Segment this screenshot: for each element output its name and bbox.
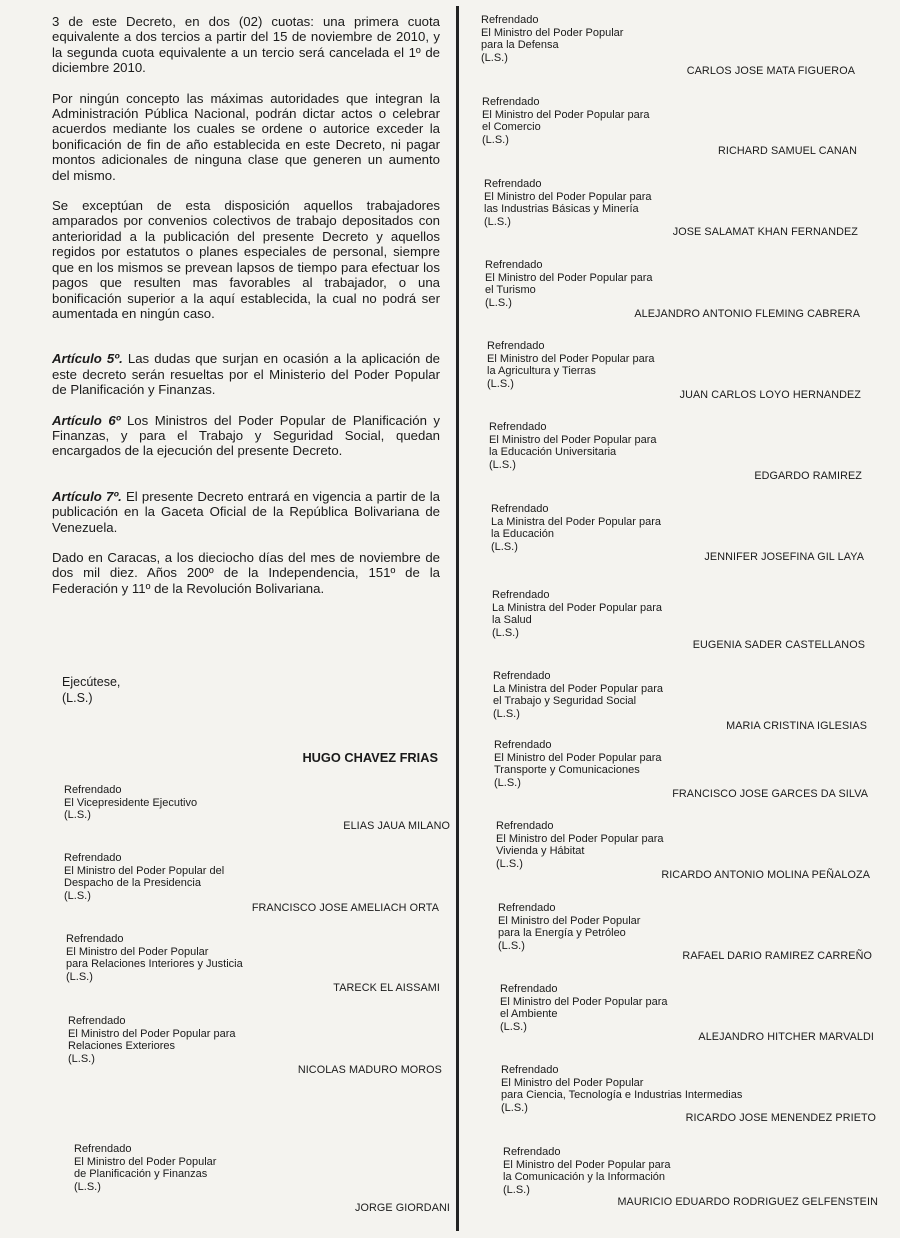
referendum-block: Refrendado La Ministra del Poder Popular para la Educación (L.S.) [491,503,661,553]
signatory-name: EDGARDO RAMIREZ [754,470,862,482]
column-divider [456,6,459,1231]
referendum-block: Refrendado El Ministro del Poder Popular para la Agricultura y Tierras (L.S.) [487,340,655,390]
signatory-name: JENNIFER JOSEFINA GIL LAYA [704,551,864,563]
signatory-name: ALEJANDRO ANTONIO FLEMING CABRERA [634,308,860,320]
signatory-name: MARIA CRISTINA IGLESIAS [726,720,867,732]
referendum-block: Refrendado El Vicepresidente Ejecutivo (L.S.) [64,784,198,822]
referendum-block: Refrendado El Ministro del Poder Popular para el Turismo (L.S.) [485,259,653,309]
signatory-name: JOSE SALAMAT KHAN FERNANDEZ [672,226,858,238]
seal: (L.S.) [62,691,93,705]
paragraph: Se exceptúan de esta disposición aquellos trabajadores amparados por convenios colectivos de trabajo depositados con anterioridad a la publicación del presente Decreto y aquellos regidos por estatutos o planes especiales de personal, siempre que en los mismos se prevean lapsos de tiempo para efectuar los pagos que resulten mas favorables al trabajador, o una bonificación superior a la aquí establecida, la cual no podrá ser aumentada en ningún caso. [52,198,440,321]
article-5: Artículo 5º. Las dudas que surjan en ocasión a la aplicación de este decreto serán resueltas por el Ministerio del Poder Popular de Planificación y Finanzas. [52,351,440,398]
referendum-block: Refrendado El Ministro del Poder Popular para Relaciones Exteriores (L.S.) [68,1015,236,1065]
signatory-name: MAURICIO EDUARDO RODRIGUEZ GELFENSTEIN [617,1196,878,1208]
signatory-name: FRANCISCO JOSE AMELIACH ORTA [251,902,439,914]
paragraph: Por ningún concepto las máximas autoridades que integran la Administración Pública Nacional, podrán dictar actos o celebrar acuerdos mediante los cuales se ordene o autorice exceder la bonificación de fin de año establecida en este Decreto, ni pagar montos adicionales de ninguna clase que generen un aumento del mismo. [52,90,440,183]
referendum-block: Refrendado El Ministro del Poder Popular para el Comercio (L.S.) [482,96,650,146]
signatory-name: RICARDO JOSE MENENDEZ PRIETO [685,1112,876,1124]
signatory-name: NICOLAS MADURO MOROS [297,1064,442,1076]
referendum-block: Refrendado El Ministro del Poder Popular para Relaciones Interiores y Justicia (L.S.) [66,933,243,983]
signatory-name: TARECK EL AISSAMI [333,982,440,994]
referendum-block: Refrendado El Ministro del Poder Popular para las Industrias Básicas y Minería (L.S.) [484,178,652,228]
referendum-block: Refrendado El Ministro del Poder Popular para el Ambiente (L.S.) [500,983,668,1033]
signatory-name: RICHARD SAMUEL CANAN [718,145,857,157]
signatory-name: ALEJANDRO HITCHER MARVALDI [698,1031,874,1043]
left-column [52,14,440,611]
execute-block [62,674,120,706]
article-7: Artículo 7º. El presente Decreto entrará en vigencia a partir de la publicación en la Gaceta Oficial de la República Bolivariana de Venezuela. [52,488,440,535]
referendum-block: Refrendado El Ministro del Poder Popular para Vivienda y Hábitat (L.S.) [496,820,664,870]
referendum-block: Refrendado El Ministro del Poder Popular para la Defensa (L.S.) [481,14,624,64]
referendum-block: Refrendado El Ministro del Poder Popular de Planificación y Finanzas (L.S.) [74,1143,217,1193]
article-6: Artículo 6º Los Ministros del Poder Popular de Planificación y Finanzas, y para el Trabajo y Seguridad Social, quedan encargados de la ejecución del presente Decreto. [52,412,440,459]
signatory-name: ELIAS JAUA MILANO [343,820,450,832]
referendum-block: Refrendado El Ministro del Poder Popular para la Comunicación y la Información (L.S.) [503,1146,671,1196]
signatory-name: JUAN CARLOS LOYO HERNANDEZ [679,389,861,401]
referendum-block: Refrendado La Ministra del Poder Popular para la Salud (L.S.) [492,589,662,639]
dated-paragraph: Dado en Caracas, a los dieciocho días del mes de noviembre de dos mil diez. Años 200º de la Independencia, 151º de la Federación y 11º de la Revolución Bolivariana. [52,549,440,596]
referendum-block: Refrendado El Ministro del Poder Popular para la Educación Universitaria (L.S.) [489,421,657,471]
signatory-name: CARLOS JOSE MATA FIGUEROA [686,65,855,77]
referendum-block: Refrendado El Ministro del Poder Popular para Transporte y Comunicaciones (L.S.) [494,739,662,789]
signatory-name: EUGENIA SADER CASTELLANOS [692,639,865,651]
referendum-block: Refrendado El Ministro del Poder Popular para Ciencia, Tecnología e Industrias Intermedias (L.S.) [501,1064,743,1114]
referendum-block: Refrendado El Ministro del Poder Popular del Despacho de la Presidencia (L.S.) [64,852,225,902]
paragraph: 3 de este Decreto, en dos (02) cuotas: una primera cuota equivalente a dos tercios a partir del 15 de noviembre de 2010, y la segunda cuota equivalente a un tercio será cancelada el 1º de diciembre 2010. [52,14,440,76]
signatory-name: JORGE GIORDANI [355,1202,450,1214]
execute-label: Ejecútese, [62,675,121,689]
signatory-name: RICARDO ANTONIO MOLINA PEÑALOZA [661,869,870,881]
signatory-name: RAFAEL DARIO RAMIREZ CARREÑO [682,950,872,962]
president-name: HUGO CHAVEZ FRIAS [302,750,438,765]
referendum-block: Refrendado El Ministro del Poder Popular para la Energía y Petróleo (L.S.) [498,902,641,952]
referendum-block: Refrendado La Ministra del Poder Popular para el Trabajo y Seguridad Social (L.S.) [493,670,663,720]
signatory-name: FRANCISCO JOSE GARCES DA SILVA [672,788,868,800]
